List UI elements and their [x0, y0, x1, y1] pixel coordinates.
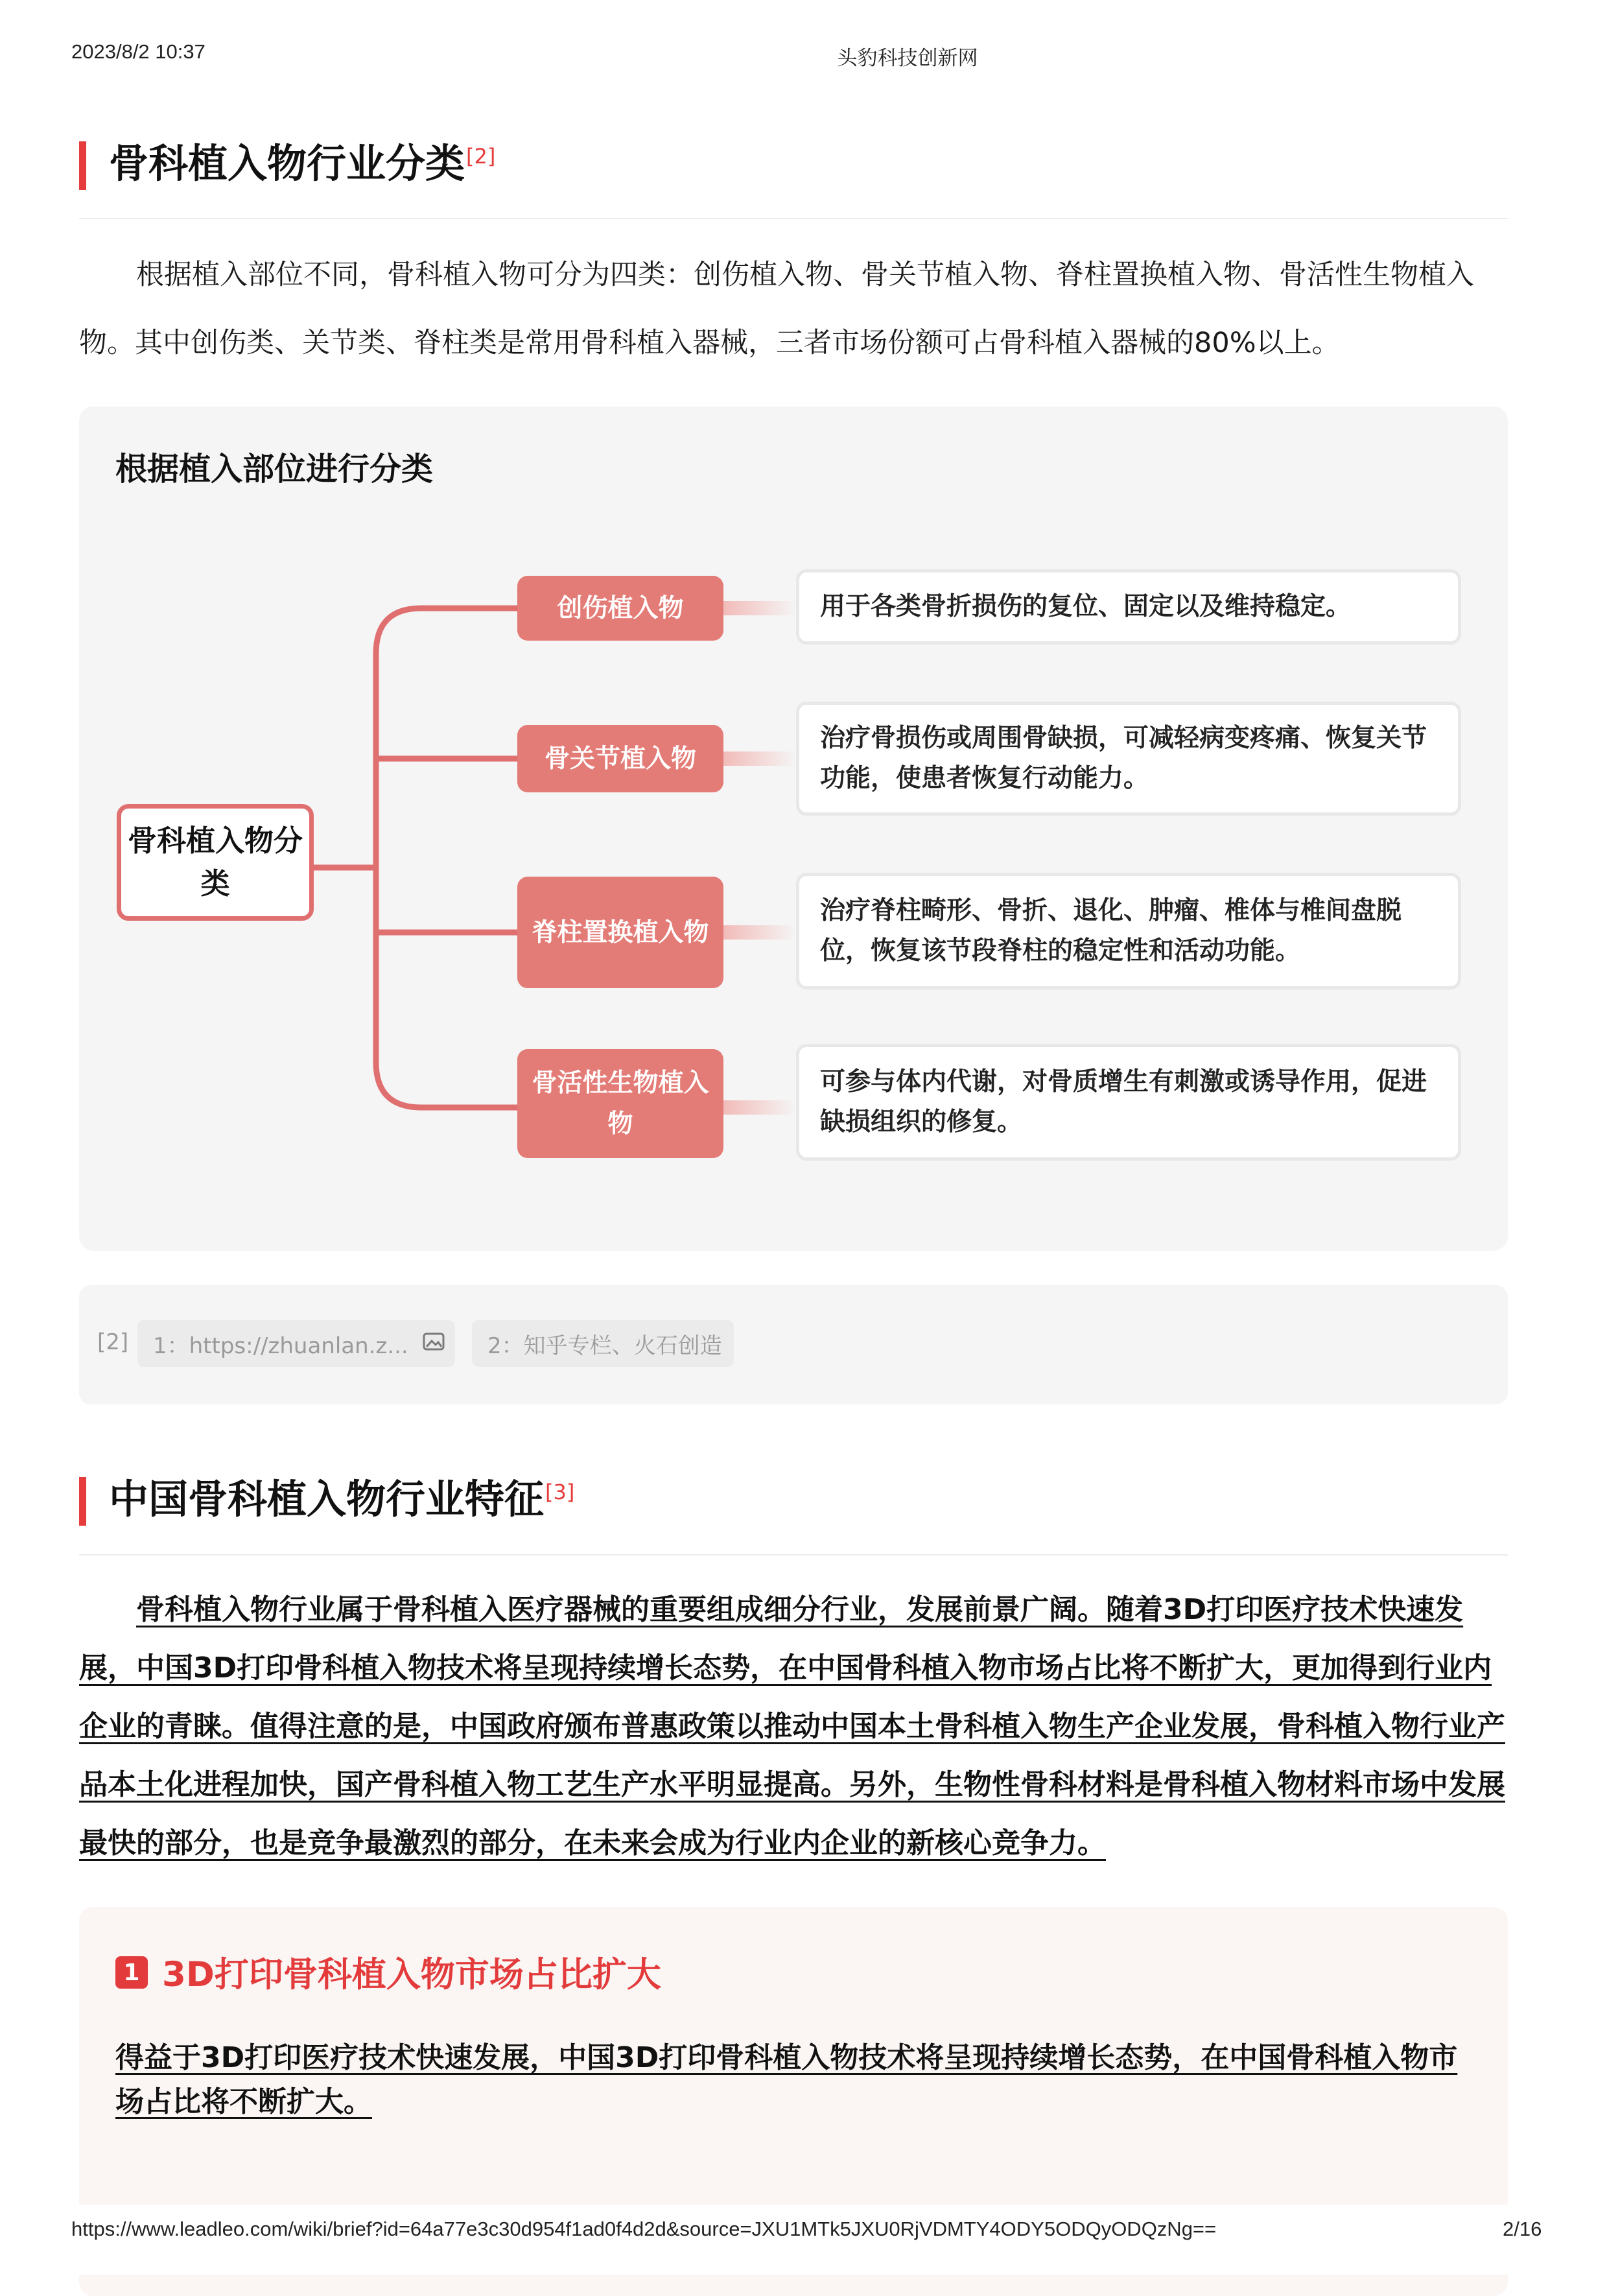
summary-text: 骨科植入物行业属于骨科植入医疗器械的重要组成细分行业，发展前景广阔。随着3D打印医疗技术快速发展，中国3D打印骨科植入物技术将呈现持续增长态势，在中国骨科植入物市场占比将不断扩大，更加得到行业内企业的青睐。值得注意的是，中国政府颁布普惠政策以推动中国本土骨科植入物生产企业发展，骨科植入物行业产品本土化进程加快，国产骨科植入物工艺生产水平明显提高。另外，生物性骨科材料是骨科植入物材料市场中发展最快的部分，也是竞争最激烈的部分，在未来会成为行业内企业的新核心竞争力。	[79, 1593, 1505, 1860]
reference-index: [2]	[97, 1329, 129, 1355]
branch-fade	[723, 601, 796, 615]
paragraph-text: 根据植入部位不同，骨科植入物可分为四类：创伤植入物、骨关节植入物、脊柱置换植入物、骨活性生物植入物。其中创伤类、关节类、脊柱类是常用骨科植入器械，三者市场份额可占骨科植入器械的80%以上。	[79, 259, 1474, 359]
branch-desc-spine: 治疗脊柱畸形、骨折、退化、肿瘤、椎体与椎间盘脱位，恢复该节段脊柱的稳定性和活动功能。	[796, 873, 1461, 989]
branch-desc-bioactive: 可参与体内代谢，对骨质增生有刺激或诱导作用，促进缺损组织的修复。	[796, 1044, 1461, 1161]
feature-text	[115, 2036, 1477, 2124]
branch-node-joint: 骨关节植入物	[517, 725, 723, 792]
section-title-text: 骨科植入物行业分类	[109, 141, 465, 187]
section-summary	[79, 1581, 1508, 1873]
section-title-features	[109, 1474, 574, 1526]
reference-chip-label: 2：知乎专栏、火石创造	[487, 1332, 722, 1359]
print-page-number: 2/16	[1503, 2218, 1542, 2240]
branch-node-spine: 脊柱置换植入物	[517, 877, 723, 988]
reference-chip-2[interactable]	[472, 1320, 734, 1367]
print-datetime: 2023/8/2 10:37	[71, 40, 205, 63]
section-accent-bar	[79, 1477, 86, 1526]
section-title-text: 中国骨科植入物行业特征	[109, 1476, 545, 1522]
mindmap-root-node: 骨科植入物分类	[117, 804, 314, 921]
branch-fade	[723, 752, 796, 766]
feature-text-body: 得益于3D打印医疗技术快速发展，中国3D打印骨科植入物技术将呈现持续增长态势，在中国骨科植入物市场占比将不断扩大。	[115, 2041, 1458, 2118]
branch-desc-trauma: 用于各类骨折损伤的复位、固定以及维持稳定。	[796, 569, 1461, 645]
print-url: https://www.leadleo.com/wiki/brief?id=64a77e3c30d954f1ad0f4d2d&source=JXU1MTk5JXU0RjVDMTY4ODY5ODQyODQzNg==	[71, 2218, 1217, 2240]
branch-node-trauma: 创伤植入物	[517, 576, 723, 641]
feature-number-badge: 1	[115, 1956, 148, 1989]
branch-desc-joint: 治疗骨损伤或周围骨缺损，可减轻病变疼痛、恢复关节功能，使患者恢复行动能力。	[796, 702, 1461, 816]
section-ref-link[interactable]: [2]	[466, 144, 496, 169]
print-site-title: 头豹科技创新网	[837, 47, 978, 69]
image-icon	[423, 1331, 445, 1356]
branch-fade	[723, 925, 796, 940]
section-divider	[79, 1554, 1508, 1556]
branch-node-bioactive: 骨活性生物植入物	[517, 1049, 723, 1158]
reference-chip-label: 1：https://zhuanlan.z...	[153, 1332, 408, 1359]
branch-fade	[723, 1100, 796, 1115]
feature-title: 3D打印骨科植入物市场占比扩大	[162, 1955, 661, 1994]
section-ref-link[interactable]: [3]	[545, 1480, 575, 1504]
mindmap-title: 根据植入部位进行分类	[115, 451, 434, 488]
reference-chip-1[interactable]	[137, 1320, 455, 1367]
